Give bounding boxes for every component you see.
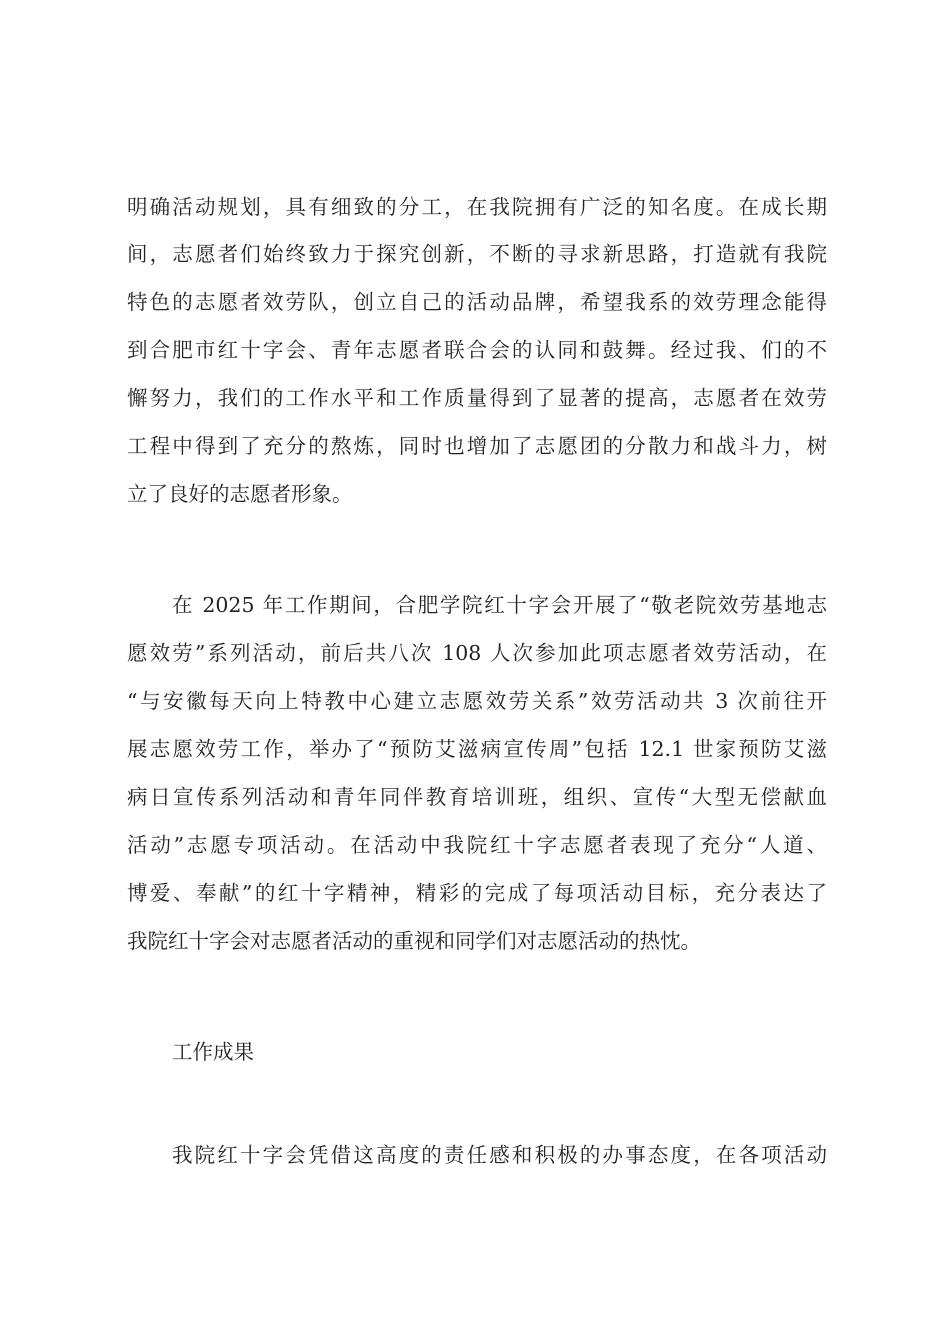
paragraph-2-line-7: 博爱、奉献”的红十字精神，精彩的完成了每项活动目标，充分表达了 (127, 881, 827, 905)
paragraph-1-line-5: 懈努力，我们的工作水平和工作质量得到了显著的提高，志愿者在效劳 (127, 386, 827, 410)
section-heading: 工作成果 (172, 1040, 254, 1064)
paragraph-3-line-1: 我院红十字会凭借这高度的责任感和积极的办事态度，在各项活动 (172, 1143, 827, 1167)
paragraph-2-line-3: “与安徽每天向上特教中心建立志愿效劳关系”效劳活动共 3 次前往开 (127, 689, 827, 713)
paragraph-1-line-6: 工程中得到了充分的熬炼，同时也增加了志愿团的分散力和战斗力，树 (127, 434, 827, 458)
paragraph-2-line-1: 在 2025 年工作期间，合肥学院红十字会开展了“敬老院效劳基地志 (172, 593, 827, 617)
paragraph-1-line-3: 特色的志愿者效劳队，创立自己的活动品牌，希望我系的效劳理念能得 (127, 290, 827, 314)
paragraph-1-line-7: 立了良好的志愿者形象。 (127, 482, 353, 506)
paragraph-1-line-2: 间，志愿者们始终致力于探究创新，不断的寻求新思路，打造就有我院 (127, 242, 827, 266)
paragraph-1-line-4: 到合肥市红十字会、青年志愿者联合会的认同和鼓舞。经过我、们的不 (127, 338, 827, 362)
paragraph-2-line-5: 病日宣传系列活动和青年同伴教育培训班，组织、宣传“大型无偿献血 (127, 785, 827, 809)
paragraph-2-line-8: 我院红十字会对志愿者活动的重视和同学们对志愿活动的热忱。 (127, 929, 701, 953)
paragraph-1-line-1: 明确活动规划，具有细致的分工，在我院拥有广泛的知名度。在成长期 (127, 195, 827, 219)
paragraph-2-line-2: 愿效劳”系列活动，前后共八次 108 人次参加此项志愿者效劳活动，在 (127, 641, 827, 665)
paragraph-2-line-4: 展志愿效劳工作，举办了“预防艾滋病宣传周”包括 12.1 世家预防艾滋 (127, 737, 827, 761)
paragraph-2-line-6: 活动”志愿专项活动。在活动中我院红十字志愿者表现了充分“人道、 (127, 833, 827, 857)
